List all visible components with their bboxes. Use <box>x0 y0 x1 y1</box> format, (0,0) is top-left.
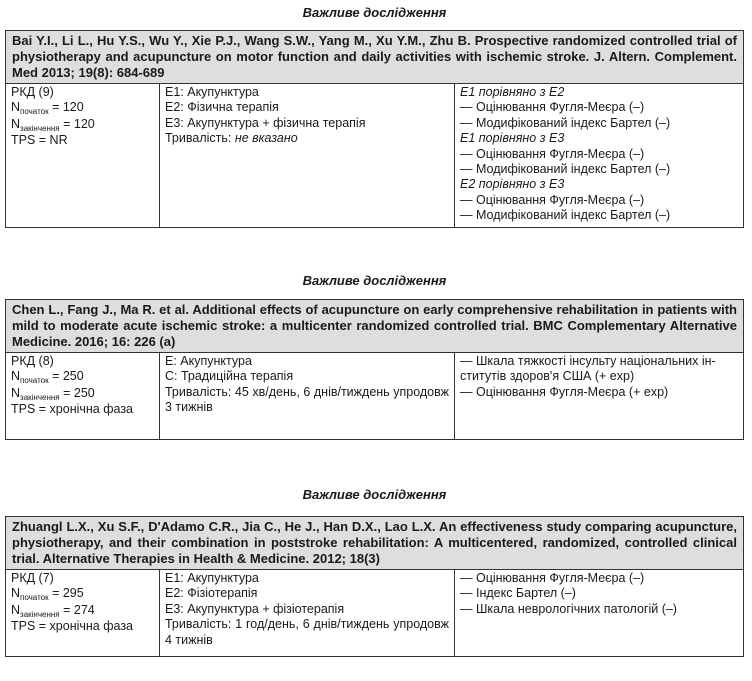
design-label: РКД (8) <box>11 354 54 368</box>
design-column <box>6 570 160 656</box>
outcome-item: — Оцінювання Фугля-Меєра (–) <box>460 192 645 207</box>
n-end: $N_{закінчення} = 120$ <box>11 116 95 133</box>
outcome-item: — Оцінювання Фугля-Меєра (–) <box>460 100 645 115</box>
tps: TPS = NR <box>11 133 68 148</box>
outcome-item: — Оцінювання Фугля-Меєра (–) <box>460 571 645 585</box>
study-table <box>5 30 744 228</box>
outcomes-column <box>455 353 743 439</box>
duration: Тривалість: 1 год/день, 6 днів/тиждень упродовж 4 тижнів <box>165 617 449 647</box>
study-heading: Важливе дослідження <box>302 273 447 288</box>
study-heading: Важливе дослідження <box>302 5 447 20</box>
arm: E2: Фізична терапія <box>165 100 279 115</box>
arm: E3: Акупунктура + фізіотерапія <box>165 601 345 616</box>
duration: Тривалість: 45 хв/день, 6 днів/тиждень упродовж 3 тижнів <box>165 384 449 415</box>
arm: E1: Акупунктура <box>165 85 259 99</box>
outcome-item: — Шкала неврологічних патологій (–) <box>460 601 677 616</box>
outcomes-column <box>455 84 743 227</box>
outcome-item: — Індекс Бартел (–) <box>460 586 576 601</box>
citation: Bai Y.I., Li L., Hu Y.S., Wu Y., Xie P.J., Wang S.W., Yang M., Xu Y.M., Zhu B. Prospective randomized controlled trial of physiotherapy and acupuncture on motor function and daily activities with ischemic stroke. J. Altern. Complement. Med 2013; 19(8): 684-689 <box>6 31 743 84</box>
n-end: $N_{закінчення} = 274$ <box>11 602 95 619</box>
arm: E2: Фізіотерапія <box>165 586 258 601</box>
study-table <box>5 299 744 440</box>
tps: TPS = хронічна фаза <box>11 402 134 417</box>
tps: TPS = хронічна фаза <box>11 619 134 634</box>
design-label: РКД (9) <box>11 85 54 99</box>
study-heading: Важливе дослідження <box>302 487 447 502</box>
outcome-item: — Модифікований індекс Бартел (–) <box>460 162 671 177</box>
study-3 <box>5 486 744 657</box>
design-column <box>6 353 160 439</box>
design-column <box>6 84 160 227</box>
arm: С: Традиційна терапія <box>165 369 294 384</box>
n-start: $N_{початок} = 295$ <box>11 586 84 603</box>
comparison-title: E2 порівняно з E3 <box>460 177 565 192</box>
outcome-item: — Оцінювання Фугля-Меєра (–) <box>460 146 645 161</box>
interventions-column <box>160 353 455 439</box>
comparison-title: E1 порівняно з E3 <box>460 131 565 146</box>
outcome-item: — Модифікований індекс Бартел (–) <box>460 208 671 223</box>
design-label: РКД (7) <box>11 571 54 585</box>
outcome-item: — Оцінювання Фугля-Меєра (+ exp) <box>460 384 669 399</box>
citation: Zhuangl L.X., Xu S.F., D'Adamo C.R., Jia C., He J., Han D.X., Lao L.X. An effectiveness study comparing acupuncture, physiotherapy, and their combination in poststroke rehabilitation: A multicentered, randomized, controlled clinical trial. Alternative Therapies in Health & Medicine. 2012; 18(3) <box>6 517 743 570</box>
comparison-title: E1 порівняно з E2 <box>460 85 565 99</box>
outcome-item: — Шкала тяжкості інсульту національних ін-ститутів здоров'я США (+ exp) <box>460 354 716 384</box>
outcomes-column <box>455 570 743 656</box>
study-2 <box>5 272 744 440</box>
study-table <box>5 516 744 657</box>
interventions-column <box>160 570 455 656</box>
study-1 <box>5 4 744 228</box>
citation: Chen L., Fang J., Ma R. et al. Additional effects of acupuncture on early comprehensive rehabilitation in patients with mild to moderate acute ischemic stroke: a multicenter randomized controlled trial. BMC Complementary Alternative Medicine. 2016; 16: 226 (a) <box>6 300 743 353</box>
interventions-column <box>160 84 455 227</box>
n-end: $N_{закінчення} = 250$ <box>11 385 95 402</box>
arm: E3: Акупунктура + фізична терапія <box>165 115 366 130</box>
outcome-item: — Модифікований індекс Бартел (–) <box>460 115 671 130</box>
n-start: $N_{початок} = 250$ <box>11 369 84 386</box>
n-start: $N_{початок} = 120$ <box>11 100 84 117</box>
arm: E: Акупунктура <box>165 354 252 368</box>
duration: Тривалість: не вказано <box>165 131 298 146</box>
arm: E1: Акупунктура <box>165 571 259 585</box>
